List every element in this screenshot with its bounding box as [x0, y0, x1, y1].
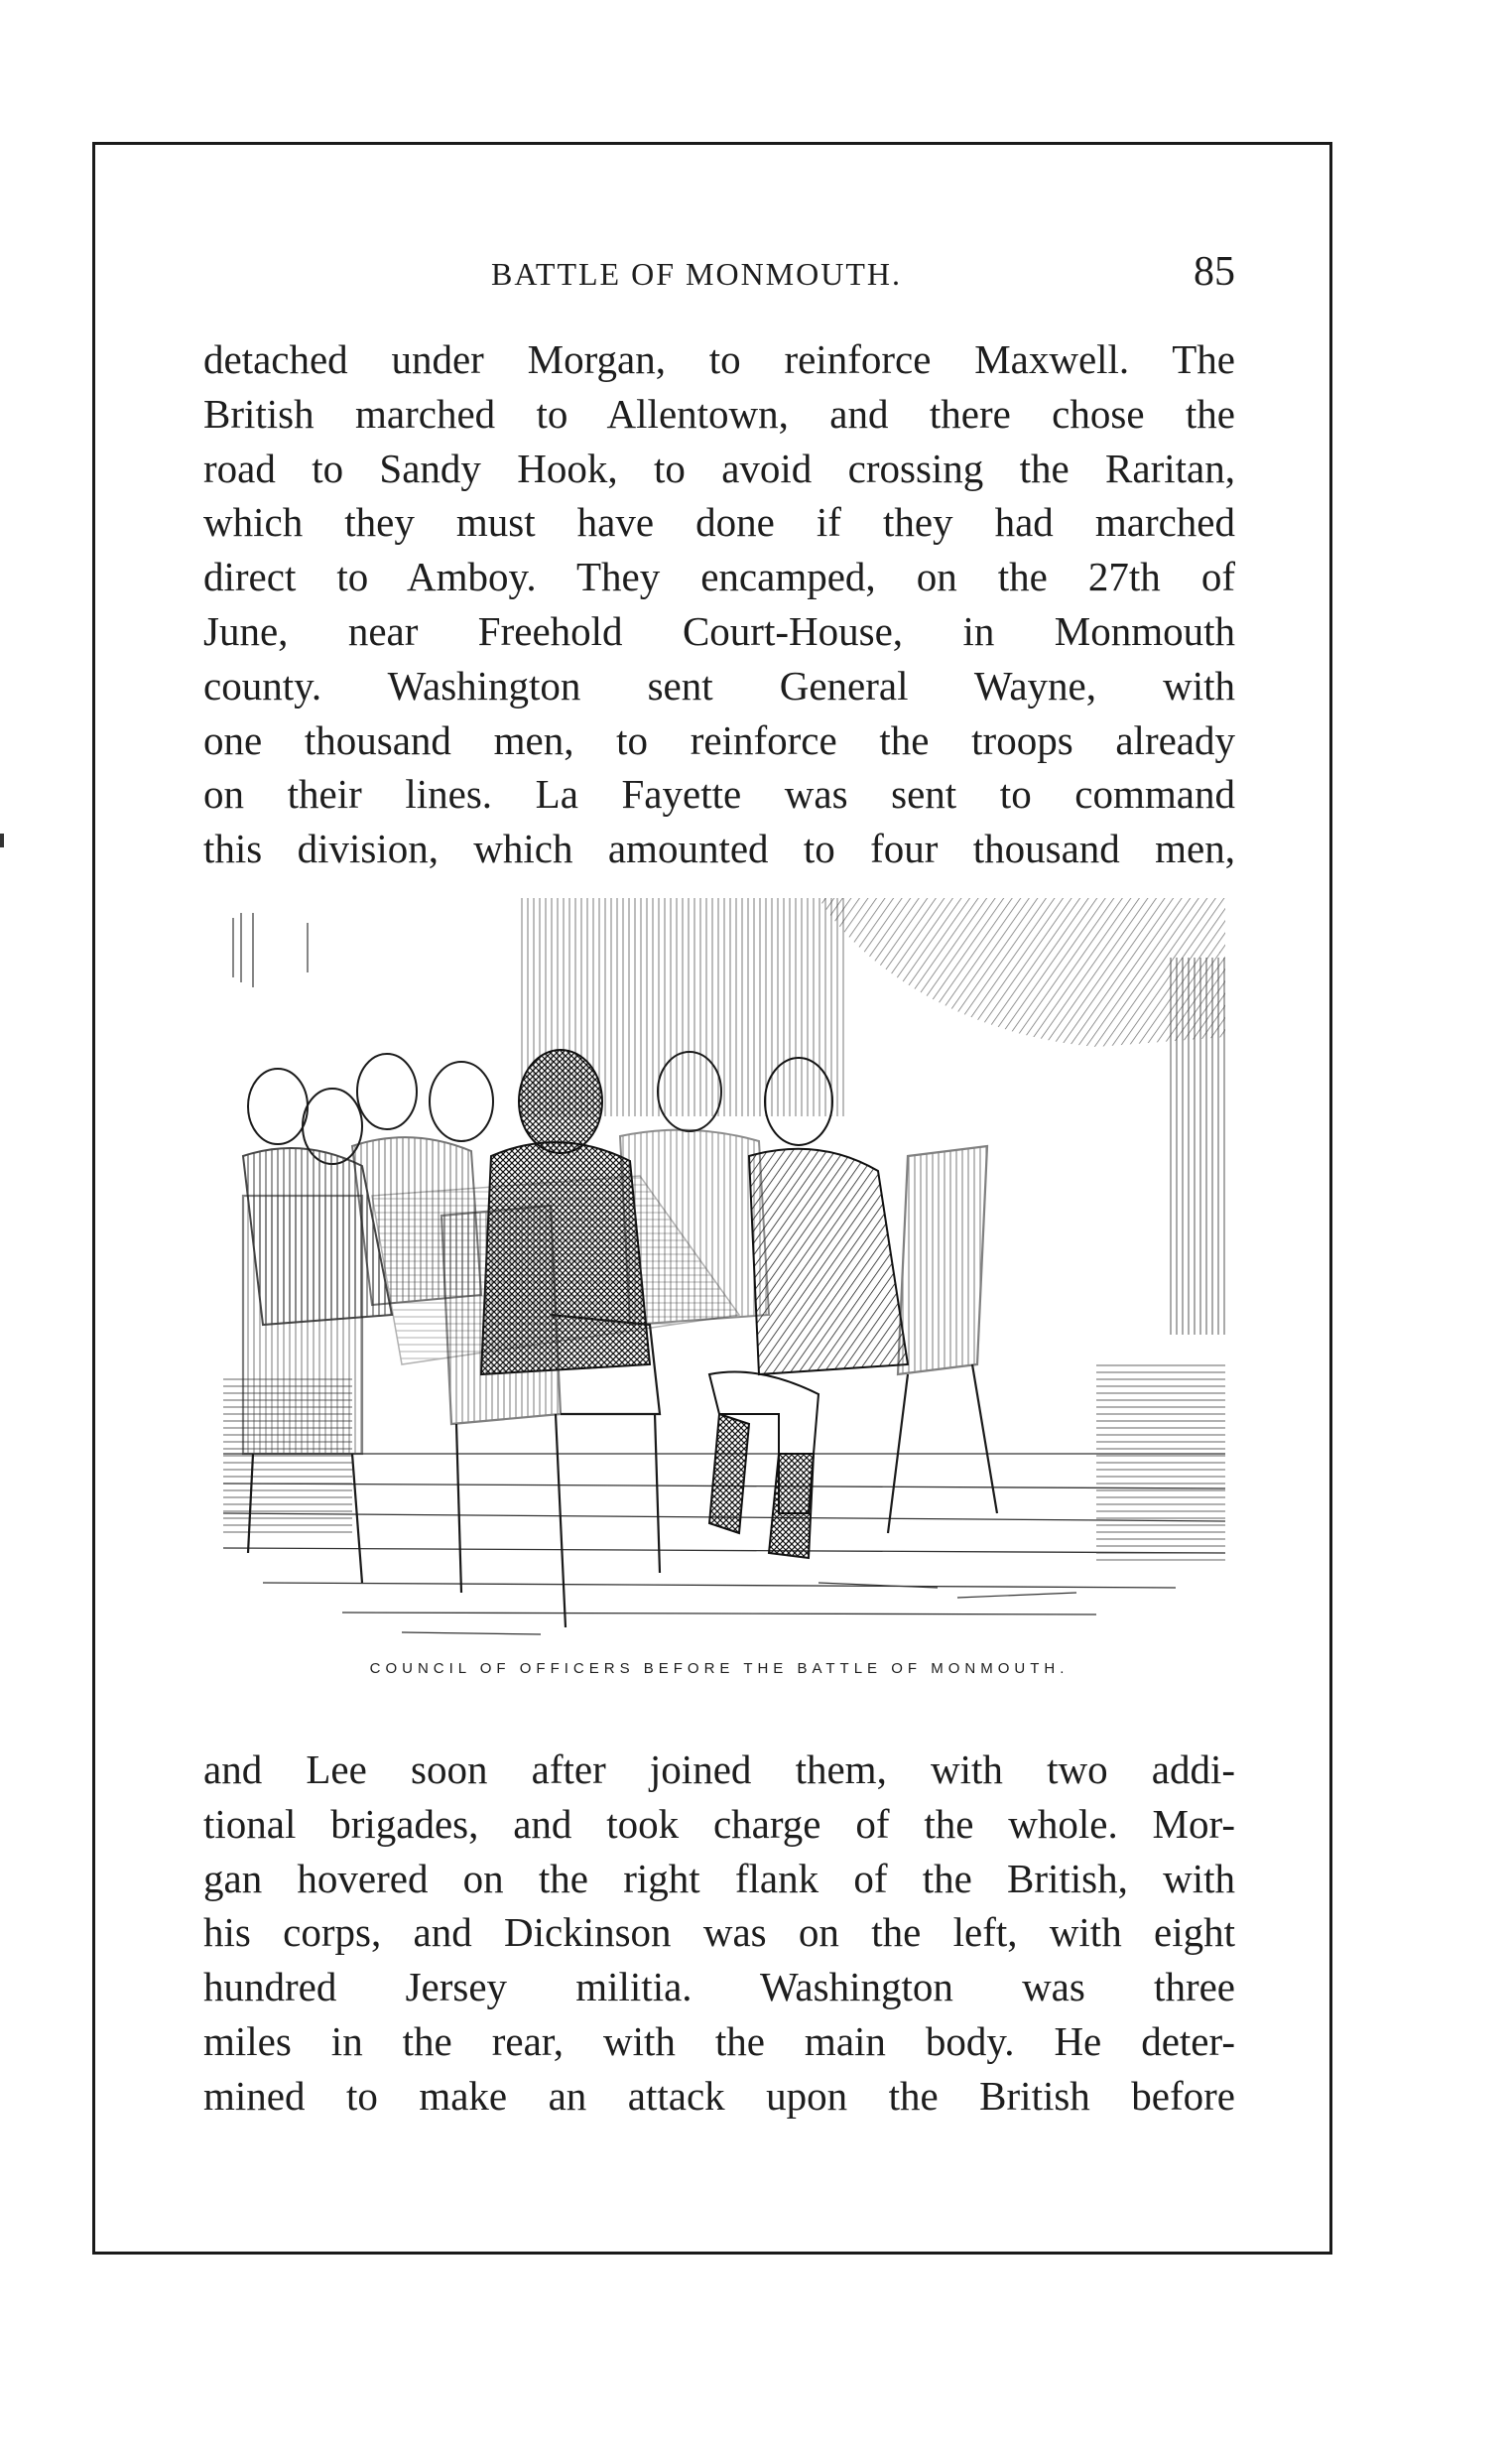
- text-line: road to Sandy Hook, to avoid crossing the Raritan,: [203, 445, 1235, 491]
- text-line: miles in the rear, with the main body. He deter-: [203, 2017, 1235, 2064]
- text-line: direct to Amboy. They encamped, on the 27th of: [203, 554, 1235, 600]
- running-header: [203, 248, 1235, 298]
- text-line: gan hovered on the right flank of the British, with: [203, 1855, 1235, 1901]
- body-text-upper: [203, 332, 1235, 876]
- text-line: and Lee soon after joined them, with two addi-: [203, 1746, 1235, 1792]
- page-number: 85: [1194, 249, 1235, 295]
- text-line: on their lines. La Fayette was sent to command: [203, 771, 1235, 818]
- curtain-swag: [819, 898, 1225, 1047]
- illustration-caption: COUNCIL OF OFFICERS BEFORE THE BATTLE OF MONMOUTH.: [369, 1660, 1070, 1677]
- text-line: which they must have done if they had marched: [203, 499, 1235, 546]
- text-line: June, near Freehold Court-House, in Monmouth: [203, 607, 1235, 654]
- chair-right: [888, 1146, 997, 1533]
- text-line: British marched to Allentown, and there chose the: [203, 390, 1235, 437]
- text-line: hundred Jersey militia. Washington was three: [203, 1964, 1235, 2010]
- text-line: county. Washington sent General Wayne, with: [203, 662, 1235, 709]
- floor-scratches: [402, 1583, 1076, 1634]
- text-line: his corps, and Dickinson was on the left, with eight: [203, 1909, 1235, 1956]
- text-line: tional brigades, and took charge of the whole. Mor-: [203, 1800, 1235, 1847]
- text-line: one thousand men, to reinforce the troops already: [203, 716, 1235, 763]
- wall-hatching: [233, 913, 308, 987]
- text-line: this division, which amounted to four thousand men,: [203, 826, 1235, 872]
- running-title: BATTLE OF MONMOUTH.: [491, 256, 902, 292]
- scan-edge-mark: [0, 834, 4, 847]
- body-text-lower: [203, 1743, 1235, 2124]
- curtain-right: [1166, 958, 1225, 1335]
- engraving-council-of-officers: [223, 898, 1225, 1647]
- text-line: mined to make an attack upon the British before: [203, 2072, 1235, 2119]
- text-line: detached under Morgan, to reinforce Maxwell. The: [203, 336, 1235, 382]
